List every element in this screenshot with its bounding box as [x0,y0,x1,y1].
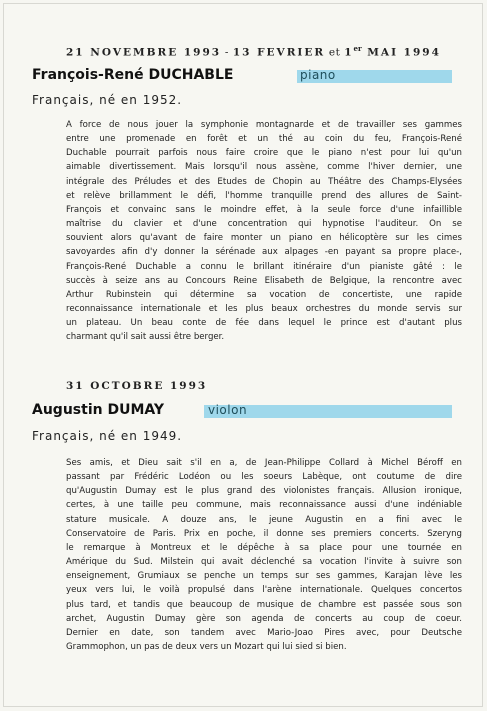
performer-name: Augustin DUMAY [32,402,168,418]
biography-line: certes, à une taille peu commune, mais reconnaissance aussi d'une indéniable [66,500,462,511]
performer-origin: Français, né en 1952. [32,93,183,107]
biography-paragraph [66,456,462,654]
performer-heading [32,402,452,420]
date-conjunction: et [325,46,345,59]
biography-line: Ses amis, et Dieu sait s'il en a, de Jean-Philippe Collard à Michel Béroff en [66,458,462,468]
biography-line: A force de nous jouer la symphonie montagnarde et de travailler ses gammes [66,120,462,130]
biography-line: François-René Duchable a connu le brillant itinéraire d'un pianiste gâté : le [66,261,462,272]
date-3-rest: MAI 1994 [361,46,441,59]
date-3-day: 1 [344,46,354,59]
biography-line: stature musicale. A douze ans, le jeune Augustin en a fini avec le [66,514,462,525]
biography-line: enseignement, Grumiaux se penche un temps sur ses gammes, Karajan lève les [66,571,462,582]
biography-line: Conservatoire de Paris. Prix en poche, il donne ses premiers concerts. Szeryng [66,528,462,539]
performer-origin: Français, né en 1949. [32,429,183,443]
biography-line: savoyardes afin d'y donner la sérénade aux alpages -en payant sa propre place-, [66,247,462,258]
biography-line: charmant qu'il sait aussi être berger. [66,332,225,343]
biography-line: intégrale des Préludes et des Etudes de Chopin au Théâtre des Champs-Elysées [66,176,462,187]
biography-line: François et convainc sans le moindre effet, à la seule force d'une infaillible [66,204,462,215]
program-page [3,3,483,707]
concert-dates [66,44,441,59]
biography-line: un plateau. Un beau conte de fée dans lequel le prince est d'autant plus [66,318,462,329]
date-2: 13 FEVRIER [232,46,326,59]
biography-line: archet, Augustin Dumay gère son agenda de concerts au coup de coeur. [66,613,462,624]
biography-line: et relève brillamment le défi, l'homme tranquille prend des allures de Saint- [66,190,462,201]
performer-heading [32,67,452,85]
date-1: 21 NOVEMBRE 1993 [66,46,222,59]
biography-line: maîtrise du clavier et d'une concentration qui hypnotise l'auditeur. On se [66,219,462,230]
biography-line: Grammophon, un pas de deux vers un Mozart qui lui sied si bien. [66,642,347,653]
biography-line: plus tard, et tandis que beaucoup de musique de chambre est passée sous son [66,599,462,610]
biography-line: Duchable pourrait parfois nous faire croire que le piano n'est pour lui qu'un [66,148,462,159]
biography-line: Dernier en date, son tandem avec Mario-Joao Pires avec, pour Deutsche [66,627,462,638]
date-3-superscript: er [353,44,362,53]
biography-line: Amérique du Sud. Milstein qui avait déclenché sa vocation l'invite à suivre son [66,557,462,568]
instrument-label: piano [300,68,336,82]
biography-line: aimable divertissement. Mais lorsqu'il nous assène, comme l'hiver dernier, une [66,162,462,173]
date-separator: - [221,46,233,59]
instrument-label: violon [208,403,248,417]
biography-line: Arthur Rubinstein qui détermine sa vocation de concertiste, une rapide [66,289,462,300]
biography-paragraph [66,118,462,345]
concert-date: 31 OCTOBRE 1993 [66,380,208,392]
biography-line: succès à seize ans au Concours Reine Elisabeth de Belgique, la rencontre avec [66,275,462,286]
biography-line: entre une promenade en forêt et un thé au coin du feu, François-René [66,134,462,145]
biography-line: yeux vers lui, le voilà propulsé dans l'arène internationale. Quelques concertos [66,585,462,596]
biography-line: le remarque à Montreux et le dépêche à sa place pour une tournée en [66,542,462,553]
biography-line: qu'Augustin Dumay est le plus grand des violonistes français. Allusion ironique, [66,486,462,497]
biography-line: passant par Frédéric Lodéon ou les soeurs Labèque, ont coutume de dire [66,472,462,483]
biography-line: souvient alors qu'avant de faire monter un piano en hélicoptère sur les cimes [66,233,462,244]
biography-line: reconnaissance internationale et les plus beaux orchestres du monde servis sur [66,304,462,315]
performer-name: François-René DUCHABLE [32,67,237,83]
